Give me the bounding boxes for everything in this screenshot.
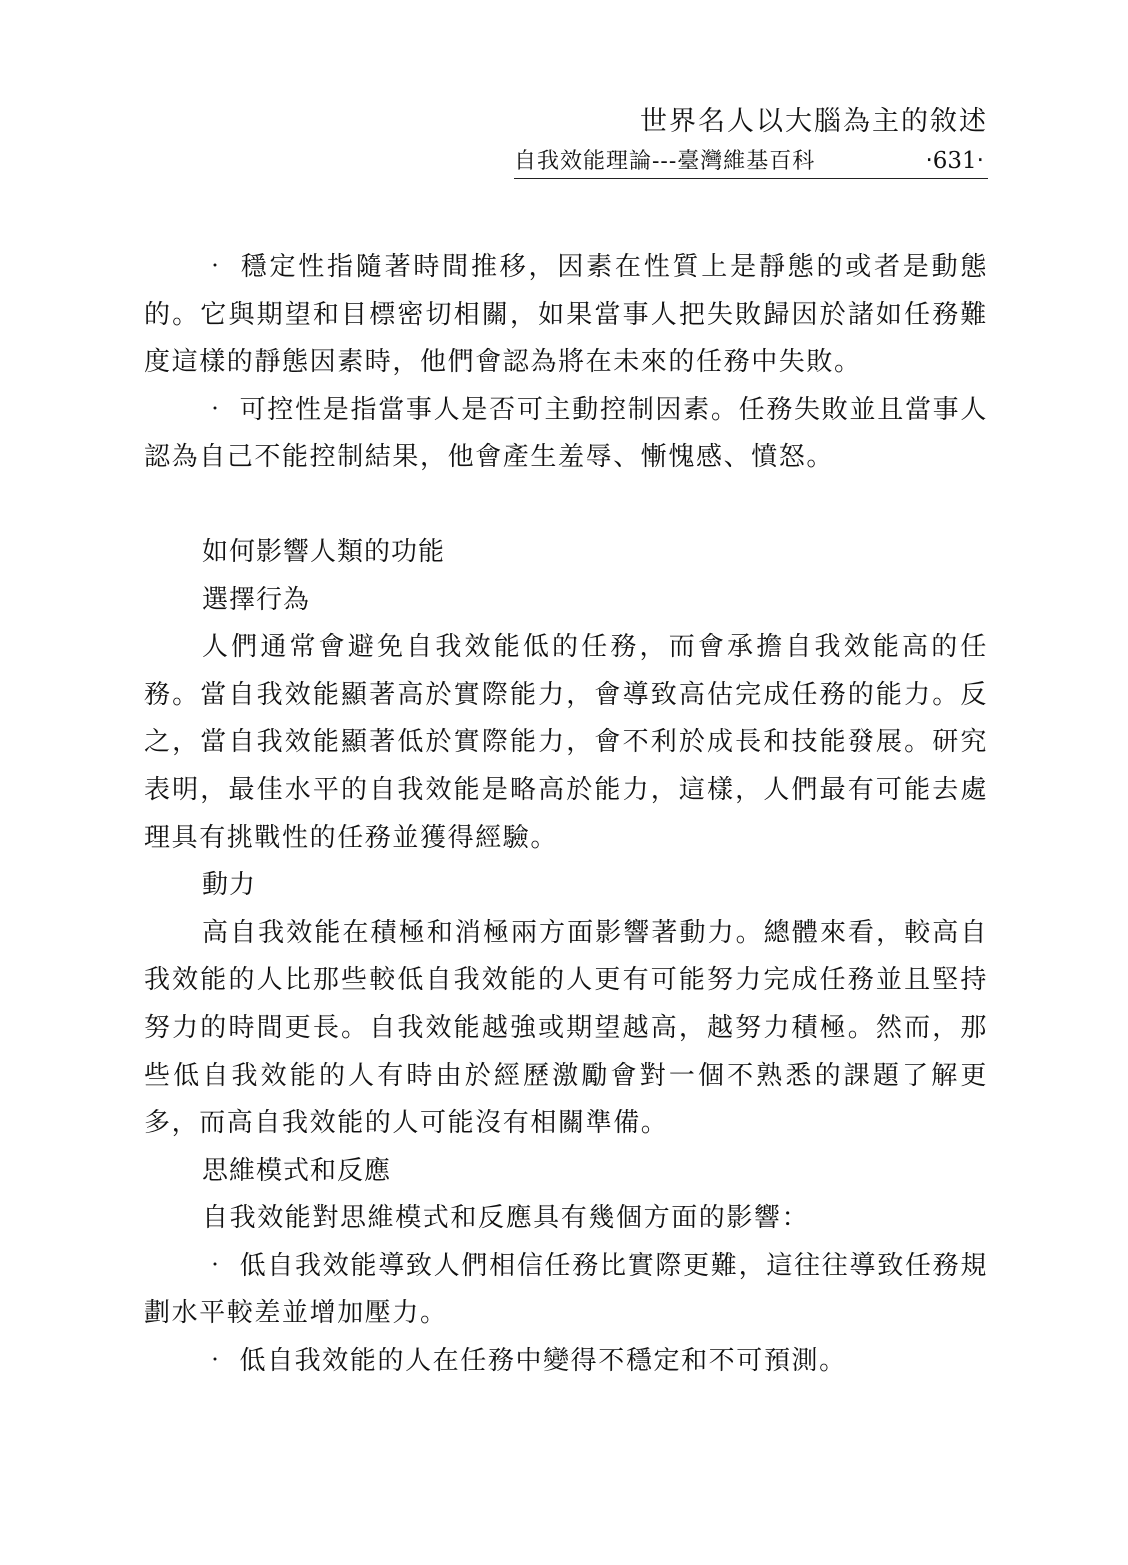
paragraph-gap <box>144 482 988 529</box>
body-paragraph: 人們通常會避免自我效能低的任務，而會承擔自我效能高的任務。當自我效能顯著高於實際能力，會導致高估完成任務的能力。反之，當自我效能顯著低於實際能力，會不利於成長和技能發展。研究表明，最佳水平的自我效能是略高於能力，這樣，人們最有可能去處理具有挑戰性的任務並獲得經驗。 <box>144 632 988 853</box>
body-paragraph: ‧ 低自我效能導致人們相信任務比實際更難，這往往導致任務規劃水平較差並增加壓力。 <box>144 1250 988 1329</box>
body-paragraph: 高自我效能在積極和消極兩方面影響著動力。總體來看，較高自我效能的人比那些較低自我效能的人更有可能努力完成任務並且堅持努力的時間更長。自我效能越強或期望越高，越努力積極。然而，那些低自我效能的人有時由於經歷激勵會對一個不熟悉的課題了解更多，而高自我效能的人可能沒有相關準備。 <box>144 917 988 1139</box>
body-paragraph: 自我效能對思維模式和反應具有幾個方面的影響： <box>202 1203 810 1234</box>
page-number: ‧631‧ <box>925 148 984 174</box>
section-heading: 思維模式和反應 <box>202 1155 392 1186</box>
page-body <box>144 244 988 1386</box>
body-paragraph: ‧ 低自我效能的人在任務中變得不穩定和不可預測。 <box>202 1346 847 1377</box>
header-subtitle-row <box>514 144 988 179</box>
section-heading: 選擇行為 <box>202 584 311 615</box>
section-heading: 動力 <box>202 870 257 901</box>
running-header <box>514 100 988 179</box>
section-heading: 如何影響人類的功能 <box>202 536 446 567</box>
header-subtitle: 自我效能理論---臺灣維基百科 <box>514 149 816 174</box>
body-paragraph: ‧ 可控性是指當事人是否可主動控制因素。任務失敗並且當事人認為自己不能控制結果，他會產生羞辱、慚愧感、憤怒。 <box>144 394 988 473</box>
header-title: 世界名人以大腦為主的敘述 <box>640 106 988 137</box>
body-paragraph: ‧ 穩定性指隨著時間推移，因素在性質上是靜態的或者是動態的。它與期望和目標密切相關，如果當事人把失敗歸因於諸如任務難度這樣的靜態因素時，他們會認為將在未來的任務中失敗。 <box>144 252 988 378</box>
